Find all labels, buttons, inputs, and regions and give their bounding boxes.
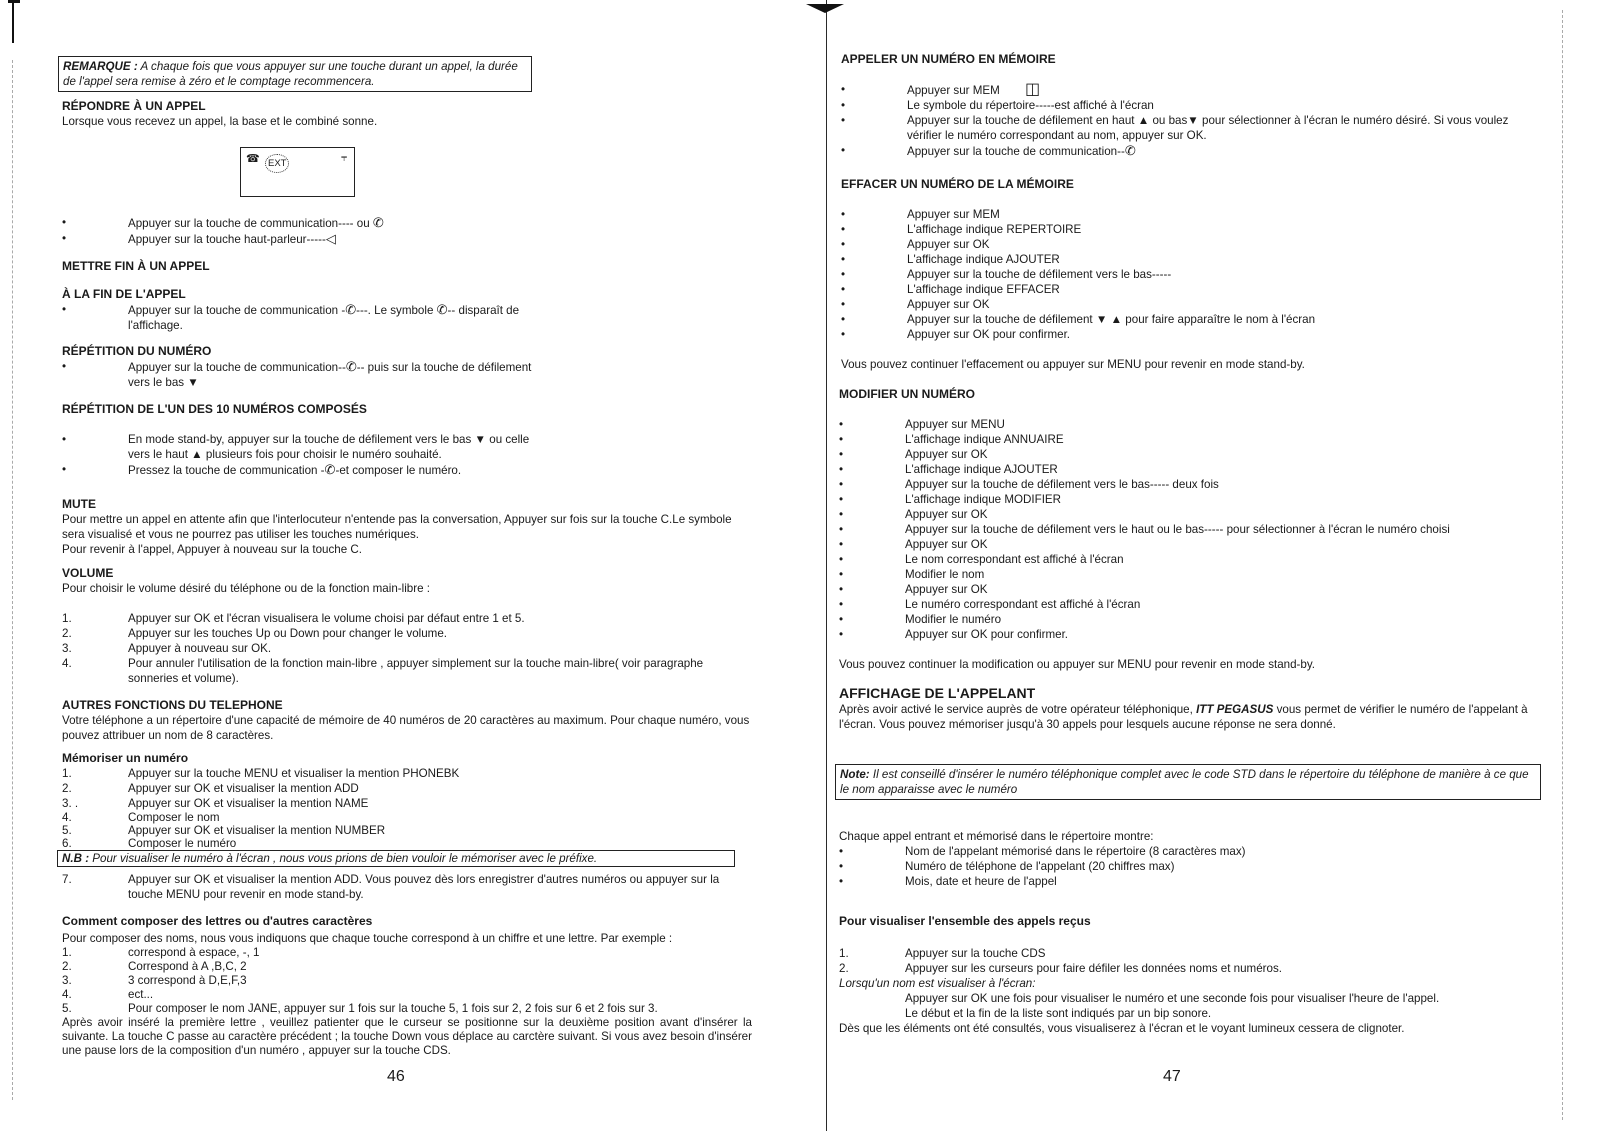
- list-item: • Nom de l'appelant mémorisé dans le répertoire (8 caractères max): [839, 845, 1246, 858]
- list-item: • Mois, date et heure de l'appel: [839, 875, 1057, 888]
- list-item: 2. Appuyer sur OK et visualiser la mention ADD: [62, 782, 359, 795]
- section-memoriser: [62, 751, 752, 902]
- nb-label: N.B :: [62, 852, 90, 865]
- list-item: • Appuyer sur OK: [839, 538, 988, 551]
- autres-text: Votre téléphone a un répertoire d'une capacité de mémoire de 40 numéros de 20 caractères au maximum. Pour chaque numéro, vous pouvez attribuer un nom de 8 caractères.: [62, 714, 750, 742]
- phonebook-icon: ◫: [1025, 81, 1041, 98]
- effacer-outro: Vous pouvez continuer l'effacement ou appuyer sur MENU pour revenir en mode stand-by.: [841, 358, 1305, 371]
- scan-edge-left: [12, 60, 14, 1100]
- arrow-down-icon: ▼: [1187, 114, 1199, 127]
- list-item: • Appuyer sur OK: [839, 448, 988, 461]
- heading-repondre: RÉPONDRE À UN APPEL: [62, 99, 206, 113]
- section-composer: [62, 914, 752, 1058]
- fold-mark: [806, 4, 844, 13]
- section-visualiser: Pour visualiser l'ensemble des appels reçus 1. Appuyer sur la touche CDS 2. Appuyer sur les curseurs pour faire défiler les données noms et numéros. Lorsqu'un nom est visualiser à l'écran: Appuyer sur OK une fois pour visualiser le numéro et une seconde fois pour visualiser l'heure de l'appel. Le début et la fin de la liste sont indiqués par un bip sonore. Dès que les éléments ont été consultés, vous visualiserez à l'écran et le voyant lumineux cessera de clignoter.: [839, 914, 1529, 1036]
- list-item: • L'affichage indique REPERTOIRE: [841, 223, 1082, 236]
- section-appeler: [841, 52, 1531, 159]
- list-item: • Le symbole du répertoire-----est affiché à l'écran: [841, 99, 1154, 112]
- note-text: Il est conseillé d'insérer le numéro téléphonique complet avec le code STD dans le répertoire du téléphone de manière à ce que le nom apparaisse avec le numéro: [840, 768, 1529, 796]
- lcd-display: [240, 147, 355, 197]
- mute-text2: Pour revenir à l'appel, Appuyer à nouveau sur la touche C.: [62, 543, 362, 556]
- list-item: • L'affichage indique ANNUAIRE: [839, 433, 1064, 446]
- section-mute: [62, 497, 752, 557]
- list-item: • Appuyer sur la touche de défilement vers le bas----- deux fois: [839, 478, 1219, 491]
- note-label: Note:: [840, 768, 870, 781]
- modifier-outro: Vous pouvez continuer la modification ou appuyer sur MENU pour revenir en mode stand-by.: [839, 658, 1316, 671]
- note-box: [835, 764, 1541, 800]
- list-item: 5. Appuyer sur OK et visualiser la mention NUMBER: [62, 824, 386, 837]
- heading-effacer: EFFACER UN NUMÉRO DE LA MÉMOIRE: [841, 177, 1074, 191]
- list-item: • Appuyer sur la touche de défilement en haut ▲ ou bas▼ pour sélectionner à l'écran le numéro désiré. Si vous voulez vérifier le numéro correspondant au nom, appuyer sur OK.: [841, 114, 1509, 142]
- list-item: • Appuyer sur la touche de communication--✆: [841, 143, 1136, 158]
- list-item: • Modifier le nom: [839, 568, 985, 581]
- arrow-down-icon: ▼: [187, 376, 199, 389]
- arrow-down-icon: ▼: [1095, 313, 1108, 326]
- section-repertoire: [839, 829, 1529, 889]
- heading-volume: VOLUME: [62, 566, 114, 580]
- heading-mute: MUTE: [62, 497, 96, 511]
- list-item: 2. Correspond à A ,B,C, 2: [62, 960, 247, 973]
- list-item: • Appuyer sur la touche de défilement vers le haut ou le bas----- pour sélectionner à l'écran le numéro choisi: [839, 523, 1450, 536]
- note: [835, 764, 1541, 800]
- list-item: 2. Appuyer sur les touches Up ou Down pour changer le volume.: [62, 627, 448, 640]
- heading-repetition10: RÉPÉTITION DE L'UN DES 10 NUMÉROS COMPOSÉS: [62, 402, 367, 416]
- list-item: • Appuyer sur MENU: [839, 418, 1005, 431]
- arrow-up-icon: ▲: [1137, 114, 1150, 127]
- list-item: 2. Appuyer sur les curseurs pour faire défiler les données noms et numéros.: [839, 962, 1282, 975]
- list-item: 3. Appuyer à nouveau sur OK.: [62, 642, 272, 655]
- list-item: • L'affichage indique MODIFIER: [839, 493, 1062, 506]
- repertoire-intro: Chaque appel entrant et mémorisé dans le répertoire montre:: [839, 830, 1154, 843]
- nb-text: Pour visualiser le numéro à l'écran , nous vous prions de bien vouloir le mémoriser avec le préfixe.: [92, 852, 598, 865]
- composer-intro: Pour composer des noms, nous vous indiquons que chaque touche correspond à un chiffre et une lettre. Par exemple :: [62, 932, 673, 945]
- handset-icon: ✆: [345, 302, 357, 317]
- section-repetition: RÉPÉTITION DU NUMÉRO • Appuyer sur la touche de communication--✆-- puis sur la touche de défilement vers le bas ▼: [62, 344, 752, 390]
- list-item: 3. 3 correspond à D,E,F,3: [62, 974, 247, 987]
- list-item: • Appuyer sur OK: [839, 583, 988, 596]
- list-item: • Appuyer sur OK: [839, 508, 988, 521]
- ext-indicator: EXT: [265, 154, 289, 173]
- list-item: • L'affichage indique AJOUTER: [841, 253, 1060, 266]
- heading-autres: AUTRES FONCTIONS DU TELEPHONE: [62, 698, 283, 712]
- page-fold: [826, 0, 827, 1131]
- section-volume: [62, 566, 752, 686]
- list-item: • Numéro de téléphone de l'appelant (20 chiffres max): [839, 860, 1175, 873]
- list-item: • Appuyer sur la touche de communication -✆---. Le symbole ✆-- disparaît de: [62, 302, 520, 317]
- list-item: • Appuyer sur la touche de communication--✆-- puis sur la touche de défilement: [62, 359, 532, 374]
- page-number-left: 46: [387, 1068, 405, 1085]
- section-repetition10: RÉPÉTITION DE L'UN DES 10 NUMÉROS COMPOSÉS • En mode stand-by, appuyer sur la touche de défilement vers le bas ▼ ou celle vers le haut ▲ plusieurs fois pour choisir le numéro souhaité. • Pressez la touche de communication -✆-et composer le numéro.: [62, 402, 752, 478]
- signal-icon: ⫧: [341, 152, 348, 164]
- list-item: 4. Composer le nom: [62, 811, 220, 824]
- heading-repetition: RÉPÉTITION DU NUMÉRO: [62, 344, 212, 358]
- list-item: 4. ect...: [62, 988, 154, 1001]
- section-fin: METTRE FIN À UN APPEL À LA FIN DE L'APPEL • Appuyer sur la touche de communication -✆---. Le symbole ✆-- disparaît de l'affichage.: [62, 259, 752, 333]
- scan-edge-right: [1562, 10, 1564, 1120]
- list-item: 7. Appuyer sur OK et visualiser la mention ADD. Vous pouvez dès lors enregistrer d'autres numéros ou appuyer sur la touche MENU pour revenir en mode stand-by.: [62, 873, 720, 901]
- heading-fin: METTRE FIN À UN APPEL: [62, 259, 210, 273]
- section-repondre: [62, 99, 752, 129]
- visualiser-note: Lorsqu'un nom est visualiser à l'écran:: [839, 977, 1036, 990]
- heading-memoriser: Mémoriser un numéro: [62, 751, 189, 765]
- section-modifier: [839, 387, 1529, 672]
- composer-paragraph: Après avoir inséré la première lettre , veuillez patienter que le curseur se positionne sur la deuxième position avant d'insérer la suivante. La touche C passe au caractère précédent ; la touche Down vous déplace au carctère suivant. Si vous avez besoin d'insérer une pause lors de la composition d'un numéro , appuyer sur la touche CDS.: [62, 1016, 752, 1057]
- handset-icon: ✆: [1124, 143, 1136, 158]
- list-item: • Appuyer sur OK: [841, 238, 990, 251]
- list-item: • L'affichage indique EFFACER: [841, 283, 1060, 296]
- arrow-down-icon: ▼: [474, 433, 487, 446]
- list-item: • En mode stand-by, appuyer sur la touche de défilement vers le bas ▼ ou celle: [62, 433, 530, 446]
- list-item: 1. correspond à espace, -, 1: [62, 946, 260, 959]
- arrow-up-icon: ▲: [1110, 313, 1123, 326]
- page-left: [62, 0, 752, 1131]
- list-item: 4. Pour annuler l'utilisation de la fonction main-libre , appuyer simplement sur la touche main-libre( voir paragraphe sonneries et volume).: [62, 657, 704, 685]
- heading-composer: Comment composer des lettres ou d'autres caractères: [62, 914, 373, 928]
- list-item: • Appuyer sur OK pour confirmer.: [841, 328, 1071, 341]
- heading-modifier: MODIFIER UN NUMÉRO: [839, 387, 975, 401]
- page-right: [839, 0, 1545, 1131]
- brand-name: ITT PEGASUS: [1196, 703, 1274, 716]
- nb-note: [57, 850, 735, 867]
- list-item: • Appuyer sur MEM: [841, 208, 1000, 221]
- list-item: • Appuyer sur MEM ◫: [841, 81, 1041, 98]
- list-item: 6. Composer le numéro: [62, 837, 237, 850]
- page-number-right: 47: [1163, 1068, 1181, 1085]
- list-item: • Appuyer sur OK pour confirmer.: [839, 628, 1069, 641]
- list-item: • Appuyer sur la touche de défilement vers le bas-----: [841, 268, 1172, 281]
- list-item: • Modifier le numéro: [839, 613, 1002, 626]
- list-item: • Appuyer sur la touche de communication---- ou ✆: [62, 215, 384, 230]
- handset-icon: ✆: [324, 462, 336, 477]
- remarque-note: [58, 56, 532, 92]
- list-item: 1. Appuyer sur la touche CDS: [839, 947, 1046, 960]
- handset-icon: ✆: [436, 302, 448, 317]
- arrow-up-icon: ▲: [191, 448, 203, 461]
- list-item: • Le nom correspondant est affiché à l'écran: [839, 553, 1124, 566]
- list-item: • Appuyer sur OK: [841, 298, 990, 311]
- section-effacer: [841, 177, 1531, 372]
- list-item: 3. . Appuyer sur OK et visualiser la mention NAME: [62, 797, 369, 810]
- handset-icon: ✆: [345, 359, 357, 374]
- handset-icon: ☎: [246, 153, 260, 165]
- list-item: 1. Appuyer sur la touche MENU et visualiser la mention PHONEBK: [62, 767, 460, 780]
- list-item: • Pressez la touche de communication -✆-et composer le numéro.: [62, 462, 462, 477]
- handset-icon: ✆: [372, 215, 384, 230]
- heading-appeler: APPELER UN NUMÉRO EN MÉMOIRE: [841, 52, 1056, 66]
- heading-affichage: AFFICHAGE DE L'APPELANT: [839, 685, 1036, 701]
- subheading-fin: À LA FIN DE L'APPEL: [62, 287, 186, 301]
- remarque-label: REMARQUE :: [63, 60, 138, 73]
- section-affichage: AFFICHAGE DE L'APPELANT Après avoir activé le service auprès de votre opérateur téléphonique, ITT PEGASUS vous permet de vérifier le numéro de l'appelant à l'écran. Vous pouvez mémoriser jusqu'à 30 appels pour lesquels aucune réponse ne sera donné.: [839, 685, 1528, 731]
- list-item: • Le numéro correspondant est affiché à l'écran: [839, 598, 1141, 611]
- repondre-intro: Lorsque vous recevez un appel, la base et le combiné sonne.: [62, 115, 378, 128]
- list-item: 1. Appuyer sur OK et l'écran visualisera le volume choisi par défaut entre 1 et 5.: [62, 612, 525, 625]
- mute-text: Pour mettre un appel en attente afin que l'interlocuteur n'entende pas la conversation, Appuyer sur fois sur la touche C.Le symbole sera visualisé et vous ne pourrez pas utiliser les touches numériques.: [62, 513, 732, 541]
- list-item: • Appuyer sur la touche de défilement ▼ ▲ pour faire apparaître le nom à l'écran: [841, 313, 1316, 326]
- repondre-bullets: [62, 215, 752, 247]
- speaker-icon: ◁: [325, 231, 336, 246]
- section-autres: [62, 698, 752, 743]
- remarque-box: [58, 56, 532, 92]
- list-item: • L'affichage indique AJOUTER: [839, 463, 1058, 476]
- list-item: 5. Pour composer le nom JANE, appuyer sur 1 fois sur la touche 5, 1 fois sur 2, 2 fois sur 6 et 2 fois sur 3.: [62, 1002, 658, 1015]
- crop-mark: [8, 0, 20, 43]
- heading-visualiser: Pour visualiser l'ensemble des appels reçus: [839, 914, 1091, 928]
- remarque-text: A chaque fois que vous appuyer sur une touche durant un appel, la durée de l'appel sera remise à zéro et le comptage recommencera.: [63, 60, 518, 88]
- volume-intro: Pour choisir le volume désiré du téléphone ou de la fonction main-libre :: [62, 582, 430, 595]
- list-item: • Appuyer sur la touche haut-parleur-----◁: [62, 231, 336, 246]
